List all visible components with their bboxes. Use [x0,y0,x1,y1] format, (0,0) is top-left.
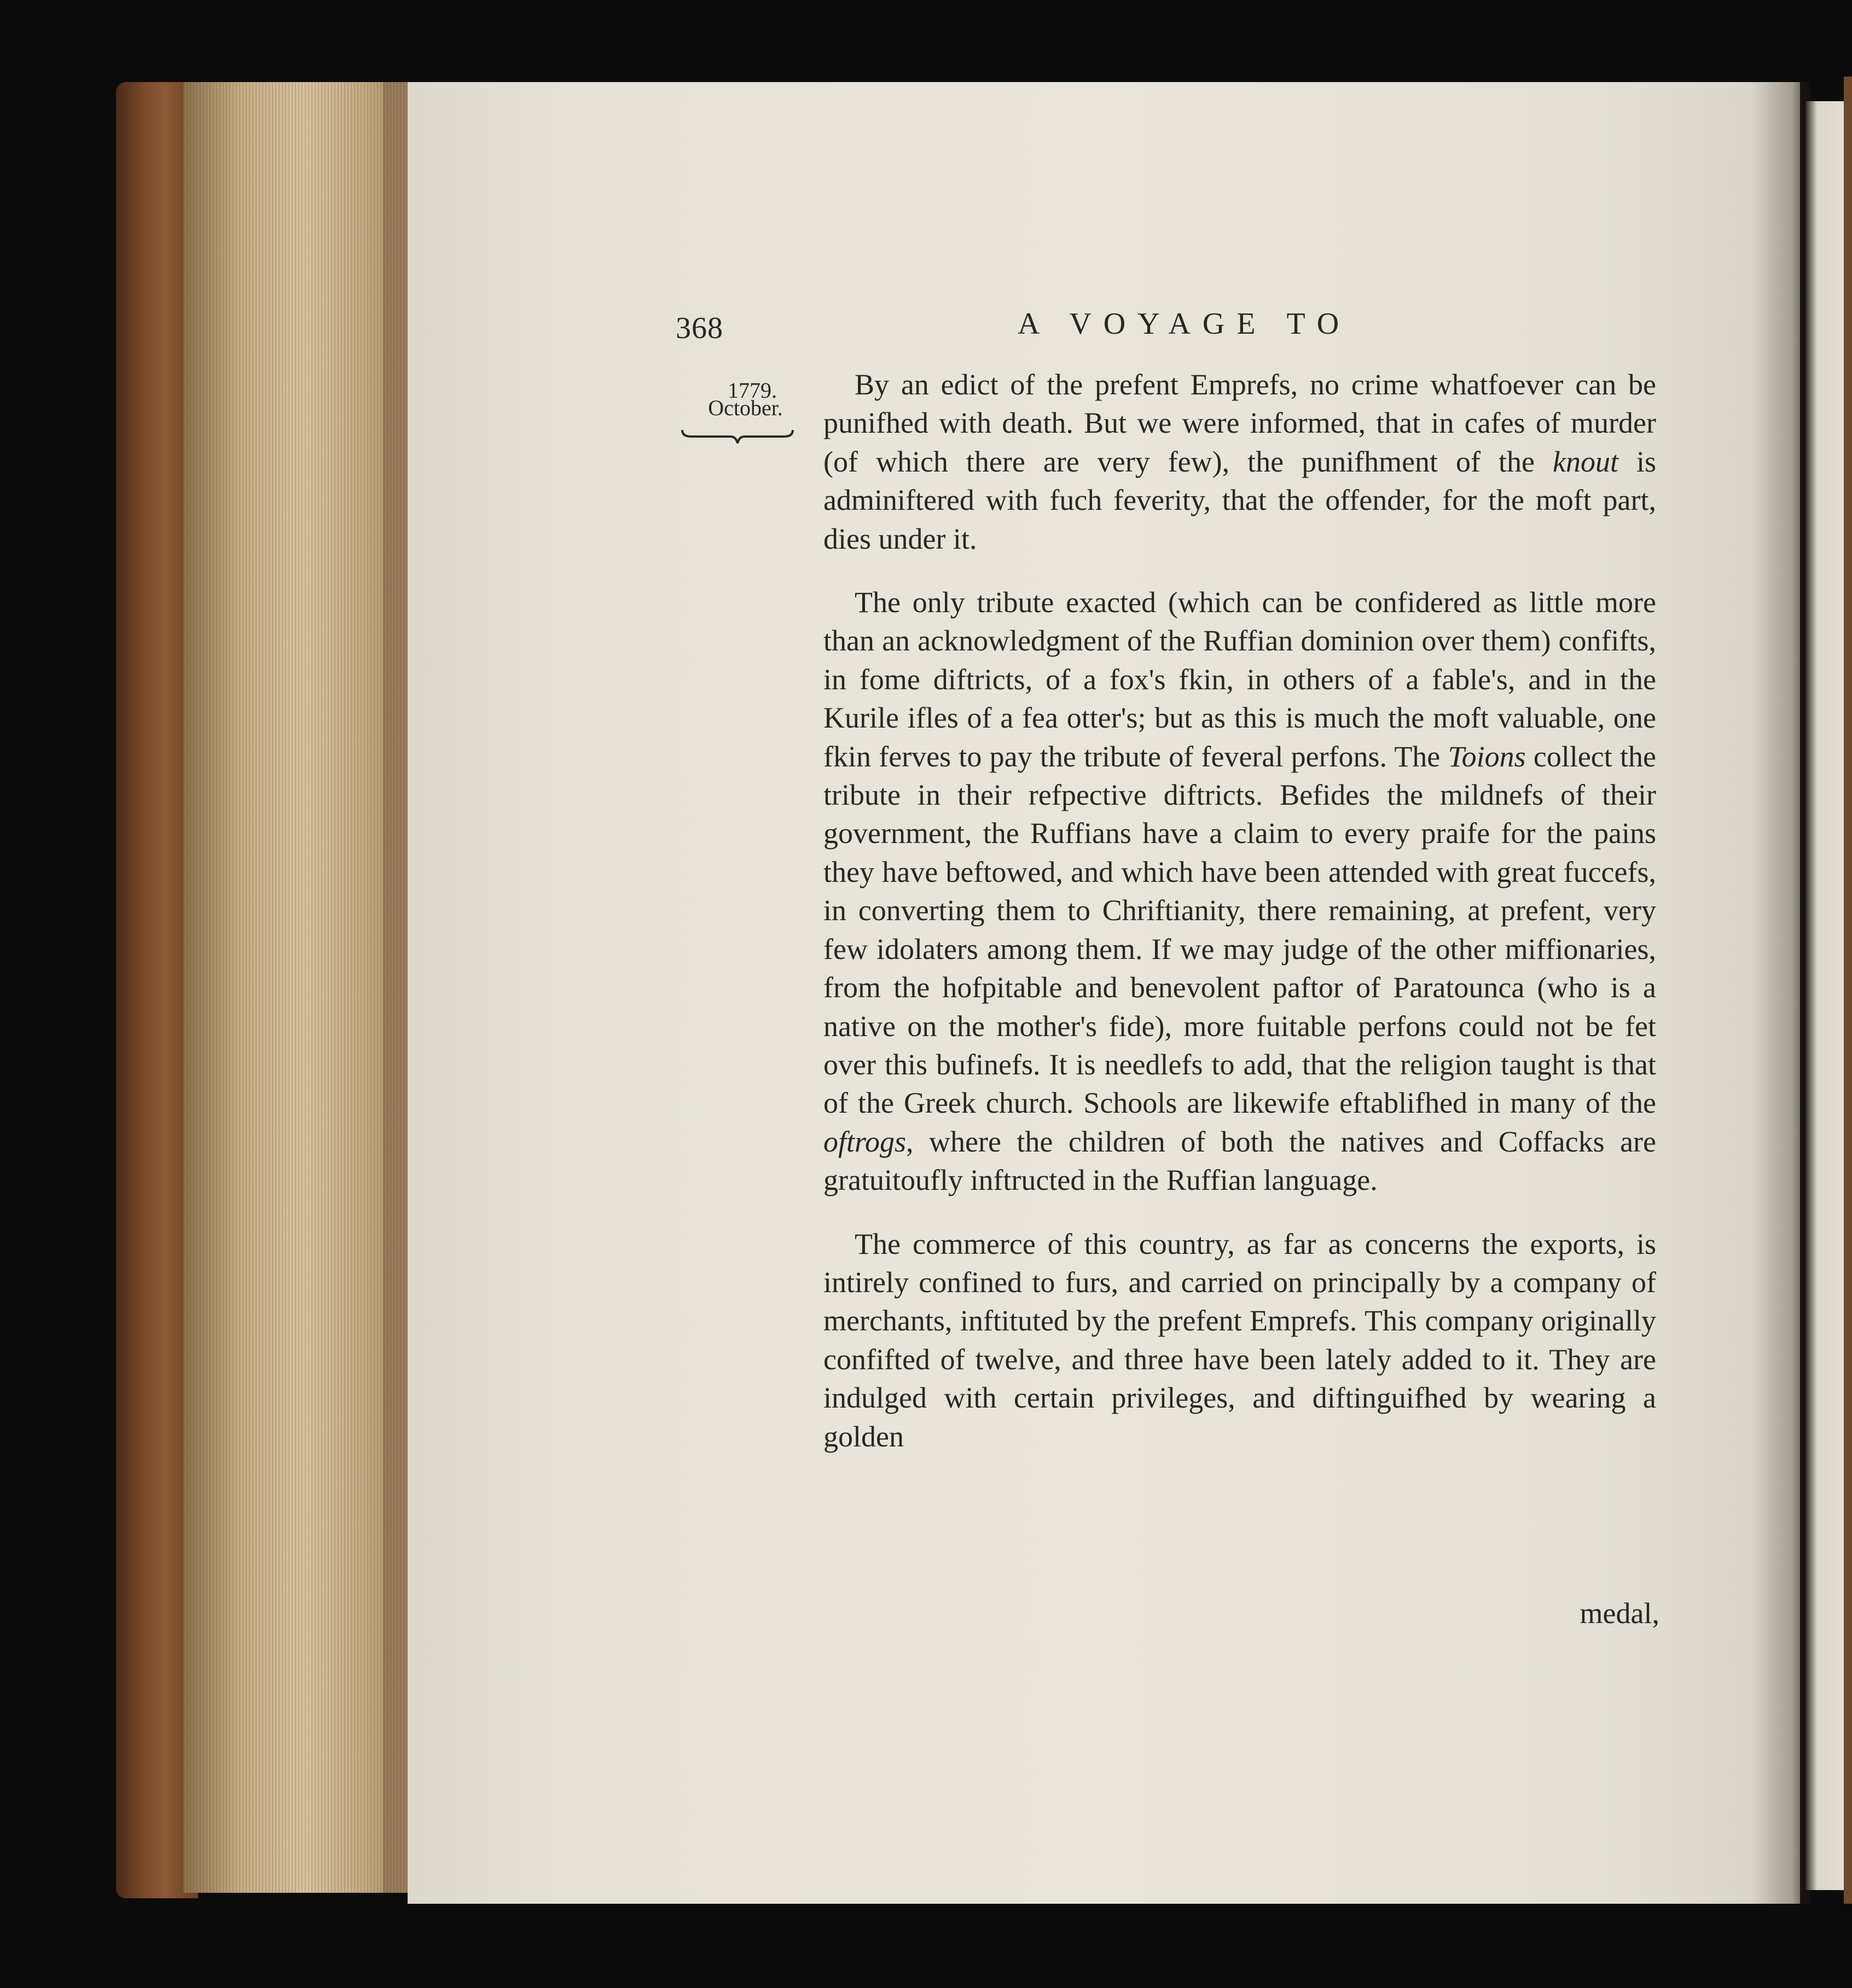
facing-cover-edge [1844,77,1852,1904]
paragraph-tribute: The only tribute exacted (which can be confidered as little more than an acknowledgment of the Ruffian dominion over them) confifts, in fome diftricts, of a fox's fkin, in others of a fable's, and in the Kurile ifles of a fea otter's; but as this is much the moft valuable, one fkin ferves to pay the tribute of feveral perfons. The Toions collect the tribute in their refpective diftricts. Befides the mildnefs of their government, the Ruffians have a claim to every praife for the pains they have beftowed, and which have been attended with great fuccefs, in converting them to Chriftianity, there remaining, at prefent, very few idolaters among them. If we may judge of the other miffionaries, from the hofpitable and benevolent paftor of Paratounca (who is a native on the mother's fide), more fuitable perfons could not be fet over this bufinefs. It is needlefs to add, that the religion taught is that of the Greek church. Schools are likewife eftablifhed in many of the oftrogs, where the children of both the natives and Coffacks are gratuitoufly inftructed in the Ruffian language. [823,586,1656,1197]
paragraph-edict: By an edict of the prefent Emprefs, no crime whatfoever can be punifhed with death. But we were informed, that in cafes of murder (of which there are very few), the punifhment of the knout is adminiftered with fuch feverity, that the offender, for the moft part, dies under it. [823,368,1656,555]
body-text [823,365,1656,1456]
paragraph-commerce: The commerce of this country, as far as concerns the exports, is intirely confined to furs, and carried on principally by a company of merchants, inftituted by the prefent Emprefs. This company originally confifted of twelve, and three have been lately added to it. They are indulged with certain privileges, and diftinguifhed by wearing a golden [823,1227,1656,1453]
page-block-edges [183,82,408,1893]
margin-note-month: October. [708,396,783,420]
facing-page-sliver [1805,101,1844,1890]
italic-term: Toions [1448,740,1526,773]
italic-term: oftrogs [823,1125,907,1158]
margin-note-year: 1779. [728,378,777,403]
page-number: 368 [676,311,723,345]
italic-term: knout [1552,445,1618,478]
catchword: medal, [1580,1597,1659,1630]
running-head: A VOYAGE TO [1018,307,1351,341]
margin-brace-icon [680,426,795,447]
page-gutter [1751,82,1811,1904]
